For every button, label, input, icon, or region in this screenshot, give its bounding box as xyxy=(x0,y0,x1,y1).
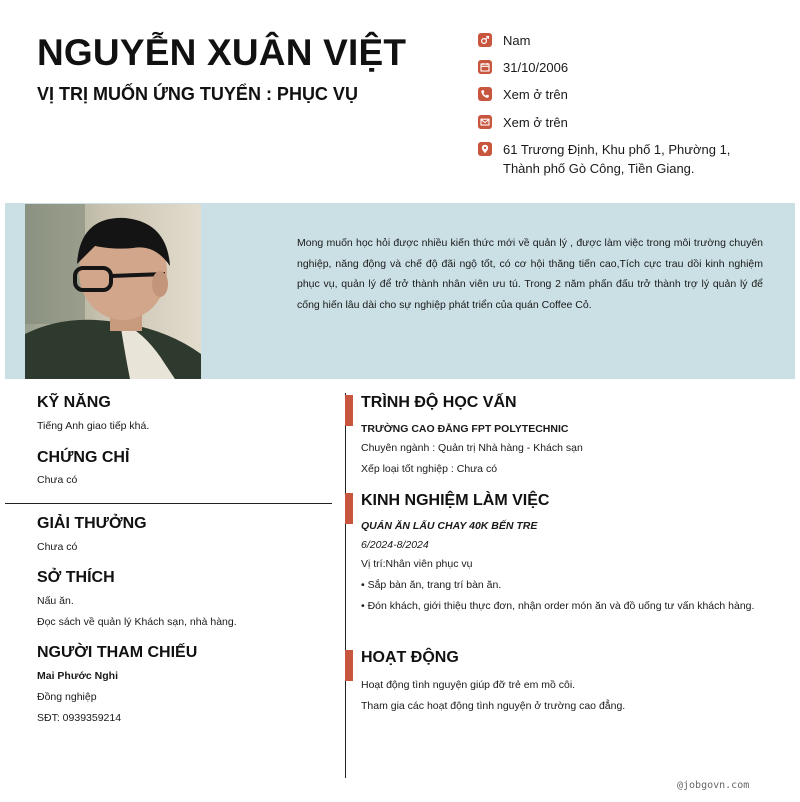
email-icon xyxy=(478,115,492,129)
hobbies-title: SỞ THÍCH xyxy=(37,569,115,586)
contact-info xyxy=(478,31,768,178)
contact-birthday-value: 31/10/2006 xyxy=(503,60,569,75)
gender-icon xyxy=(478,33,492,47)
contact-phone-value: Xem ở trên xyxy=(503,87,568,102)
activity-item: Hoạt động tình nguyện giúp đỡ trẻ em mồ côi. xyxy=(361,679,576,691)
education-major: Chuyên ngành : Quản trị Nhà hàng - Khách sạn xyxy=(361,442,583,454)
experience-role: Vị trí:Nhân viên phục vụ xyxy=(361,558,473,570)
contact-birthday xyxy=(478,58,768,77)
reference-name: Mai Phước Nghi xyxy=(37,670,118,682)
location-icon xyxy=(478,142,492,156)
contact-address xyxy=(478,140,768,178)
candidate-name: NGUYỄN XUÂN VIỆT xyxy=(37,32,407,73)
contact-address-value: 61 Trương Định, Khu phố 1, Phường 1, Thành phố Gò Công, Tiền Giang. xyxy=(503,142,731,176)
education-title: TRÌNH ĐỘ HỌC VẤN xyxy=(361,394,517,411)
experience-period: 6/2024-8/2024 xyxy=(361,539,429,551)
calendar-icon xyxy=(478,60,492,74)
activities-title: HOẠT ĐỘNG xyxy=(361,649,459,666)
career-objective: Mong muốn học hỏi được nhiều kiến thức mới về quản lý , được làm việc trong môi trường chuyên nghiệp, năng động và chế độ đãi ngộ tốt, có cơ hội thăng tiến cao,Tích cực trau dồi kinh nghiệm phục vụ, quản lý để trở thành nhân viên ưu tú. Trong 2 năm phấn đấu trở thành trợ lý quản lý để cống hiến lâu dài cho sự nghiệp phát triển của quán Coffee Cỏ. xyxy=(297,237,763,311)
award-item: Chưa có xyxy=(37,541,78,553)
education-accent-bar xyxy=(345,395,353,426)
experience-duty: • Đón khách, giới thiệu thực đơn, nhận order món ăn và đồ uống tư vấn khách hàng. xyxy=(361,600,755,612)
activity-item: Tham gia các hoạt động tình nguyện ở trường cao đẳng. xyxy=(361,700,626,712)
hobby-item: Đọc sách về quản lý Khách sạn, nhà hàng. xyxy=(37,616,237,628)
reference-relation: Đồng nghiệp xyxy=(37,691,97,703)
references-title: NGƯỜI THAM CHIẾU xyxy=(37,644,198,661)
skill-item: Tiếng Anh giao tiếp khá. xyxy=(37,420,150,432)
experience-title: KINH NGHIỆM LÀM VIỆC xyxy=(361,492,550,509)
phone-icon xyxy=(478,87,492,101)
contact-email xyxy=(478,113,768,132)
left-divider xyxy=(5,503,332,504)
profile-photo xyxy=(25,204,201,379)
desired-position: VỊ TRỊ MUỐN ỨNG TUYỂN : PHỤC VỤ xyxy=(37,84,358,104)
awards-title: GIẢI THƯỞNG xyxy=(37,515,147,532)
education-grade: Xếp loại tốt nghiệp : Chưa có xyxy=(361,463,498,475)
experience-company: QUÁN ĂN LẨU CHAY 40K BẾN TRE xyxy=(361,520,538,532)
experience-duty: • Sắp bàn ăn, trang trí bàn ăn. xyxy=(361,579,502,591)
experience-accent-bar xyxy=(345,493,353,524)
education-school: TRƯỜNG CAO ĐẲNG FPT POLYTECHNIC xyxy=(361,423,569,435)
contact-gender xyxy=(478,31,768,50)
watermark: @jobgovn.com xyxy=(677,780,750,791)
skills-title: KỸ NĂNG xyxy=(37,394,111,411)
hobby-item: Nấu ăn. xyxy=(37,595,74,607)
certificates-title: CHỨNG CHỈ xyxy=(37,449,130,466)
contact-email-value: Xem ở trên xyxy=(503,115,568,130)
certificate-item: Chưa có xyxy=(37,474,78,486)
contact-phone xyxy=(478,85,768,104)
column-divider xyxy=(345,393,346,778)
activities-accent-bar xyxy=(345,650,353,681)
contact-gender-value: Nam xyxy=(503,33,531,48)
reference-phone: SĐT: 0939359214 xyxy=(37,712,122,724)
